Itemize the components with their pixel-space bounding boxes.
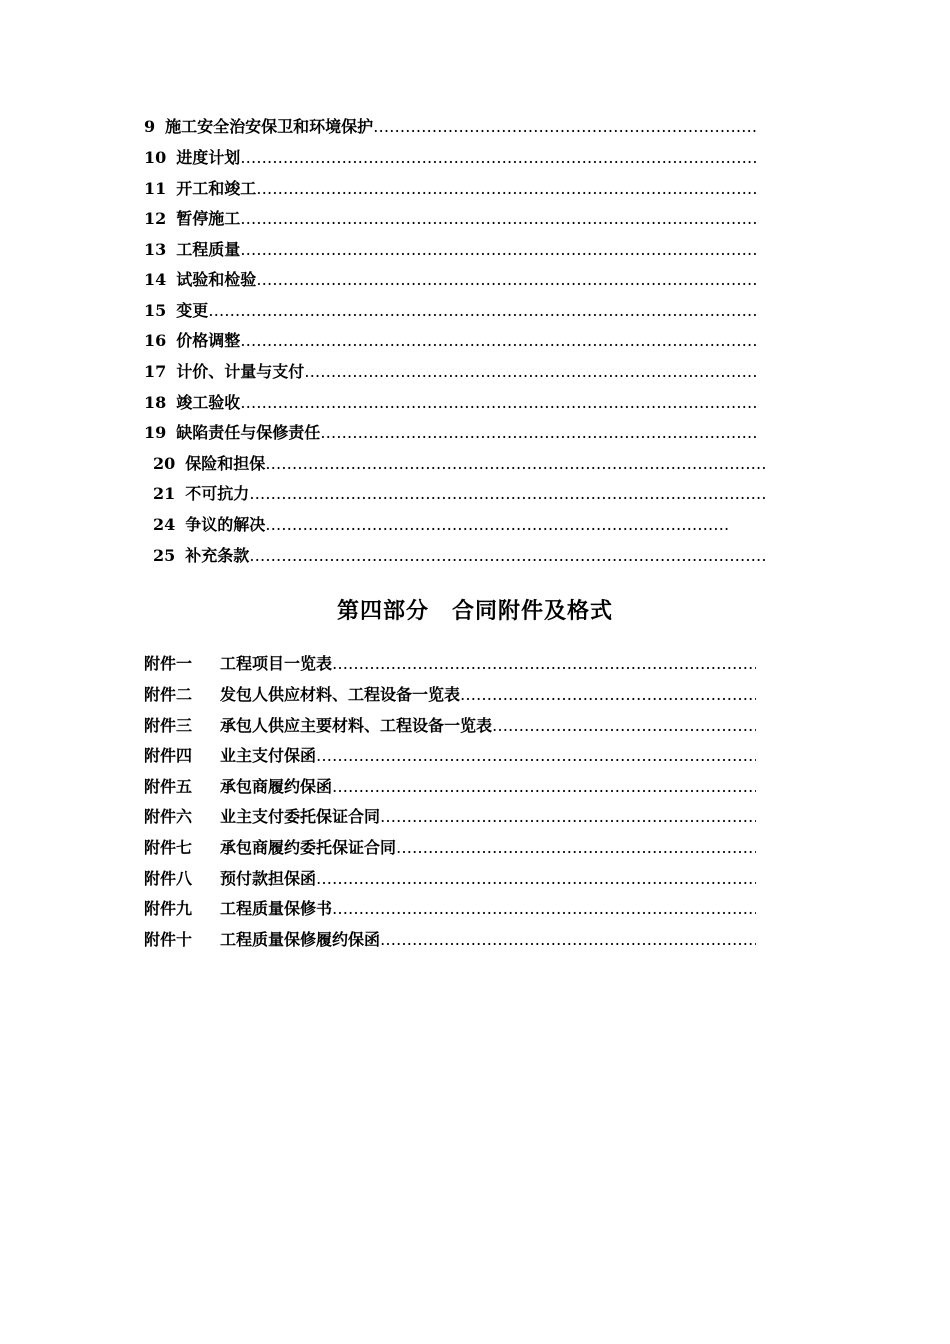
- toc-entry-number: 14: [144, 270, 167, 289]
- toc-entry-17[interactable]: [144, 361, 756, 383]
- toc-entry-number: 24: [153, 515, 176, 534]
- dot-leader: [304, 361, 756, 383]
- toc-entry-9[interactable]: [144, 116, 756, 138]
- dot-leader: [332, 653, 756, 675]
- toc-entry-title: 保险和担保: [185, 454, 266, 473]
- toc-entry-18[interactable]: [144, 392, 756, 414]
- annex-title: 承包商履约保函: [220, 777, 333, 796]
- toc-entry-number: 12: [144, 209, 167, 228]
- annex-entry-1[interactable]: [144, 653, 756, 675]
- dot-leader: [240, 330, 756, 352]
- toc-entry-10[interactable]: [144, 147, 756, 169]
- annex-entry-2[interactable]: [144, 684, 756, 706]
- annex-title: 发包人供应材料、工程设备一览表: [220, 685, 461, 704]
- dot-leader: [265, 514, 728, 536]
- toc-entry-title: 价格调整: [176, 331, 241, 350]
- annex-entry-3[interactable]: [144, 715, 756, 737]
- dot-leader: [240, 239, 756, 261]
- dot-leader: [256, 269, 756, 291]
- annex-title: 工程质量保修书: [220, 899, 333, 918]
- annex-label: 附件九: [144, 899, 193, 918]
- toc-entry-number: 21: [153, 484, 176, 503]
- annex-label: 附件二: [144, 685, 193, 704]
- annex-title: 业主支付委托保证合同: [220, 807, 381, 826]
- toc-entry-19[interactable]: [144, 422, 756, 444]
- toc-entry-number: 11: [144, 179, 167, 198]
- dot-leader: [256, 178, 756, 200]
- toc-entry-15[interactable]: [144, 300, 756, 322]
- dot-leader: [492, 715, 756, 737]
- annex-label: 附件六: [144, 807, 193, 826]
- toc-entry-16[interactable]: [144, 330, 756, 352]
- dot-leader: [240, 208, 756, 230]
- toc-entry-number: 20: [153, 454, 176, 473]
- toc-entry-title: 缺陷责任与保修责任: [176, 423, 321, 442]
- annex-title: 工程质量保修履约保函: [220, 930, 381, 949]
- dot-leader: [265, 453, 766, 475]
- toc-entry-25[interactable]: [153, 545, 766, 567]
- toc-entry-number: 17: [144, 362, 167, 381]
- annex-title: 承包商履约委托保证合同: [220, 838, 397, 857]
- toc-entry-title: 争议的解决: [185, 515, 266, 534]
- annex-entry-5[interactable]: [144, 776, 756, 798]
- dot-leader: [320, 422, 756, 444]
- annex-label: 附件一: [144, 654, 193, 673]
- toc-entry-title: 进度计划: [176, 148, 241, 167]
- annex-title: 预付款担保函: [220, 869, 317, 888]
- dot-leader: [373, 116, 756, 138]
- toc-entry-number: 18: [144, 393, 167, 412]
- annex-label: 附件八: [144, 869, 193, 888]
- toc-entry-number: 9: [144, 117, 156, 136]
- toc-entry-title: 暂停施工: [176, 209, 241, 228]
- toc-entry-12[interactable]: [144, 208, 756, 230]
- dot-leader: [332, 898, 756, 920]
- toc-entry-20[interactable]: [153, 453, 766, 475]
- dot-leader: [460, 684, 756, 706]
- dot-leader: [208, 300, 756, 322]
- annex-entry-8[interactable]: [144, 868, 756, 890]
- dot-leader: [396, 837, 756, 859]
- toc-entry-title: 不可抗力: [185, 484, 250, 503]
- annex-title: 工程项目一览表: [220, 654, 333, 673]
- annex-entry-9[interactable]: [144, 898, 756, 920]
- annex-entry-4[interactable]: [144, 745, 756, 767]
- toc-entry-11[interactable]: [144, 178, 756, 200]
- dot-leader: [316, 745, 756, 767]
- toc-entry-title: 补充条款: [185, 546, 250, 565]
- annex-title: 业主支付保函: [220, 746, 317, 765]
- toc-entry-title: 竣工验收: [176, 393, 241, 412]
- toc-entry-number: 16: [144, 331, 167, 350]
- annex-entry-10[interactable]: [144, 929, 756, 951]
- toc-entry-number: 15: [144, 301, 167, 320]
- toc-entry-title: 变更: [176, 301, 209, 320]
- toc-entry-title: 工程质量: [176, 240, 241, 259]
- toc-entry-13[interactable]: [144, 239, 756, 261]
- dot-leader: [332, 776, 756, 798]
- annex-entry-6[interactable]: [144, 806, 756, 828]
- dot-leader: [249, 545, 766, 567]
- toc-entry-title: 试验和检验: [176, 270, 257, 289]
- dot-leader: [240, 147, 756, 169]
- annex-entry-7[interactable]: [144, 837, 756, 859]
- toc-entry-number: 19: [144, 423, 167, 442]
- annex-label: 附件七: [144, 838, 193, 857]
- dot-leader: [380, 806, 756, 828]
- toc-entry-title: 施工安全治安保卫和环境保护: [165, 117, 374, 136]
- dot-leader: [249, 483, 766, 505]
- dot-leader: [240, 392, 756, 414]
- dot-leader: [380, 929, 756, 951]
- part4-heading: 第四部分 合同附件及格式: [336, 599, 613, 624]
- annex-title: 承包人供应主要材料、工程设备一览表: [220, 716, 493, 735]
- annex-label: 附件三: [144, 716, 193, 735]
- toc-entry-24[interactable]: [153, 514, 728, 536]
- toc-entry-number: 10: [144, 148, 167, 167]
- toc-entry-21[interactable]: [153, 483, 766, 505]
- toc-entry-14[interactable]: [144, 269, 756, 291]
- annex-label: 附件四: [144, 746, 193, 765]
- toc-entry-title: 计价、计量与支付: [176, 362, 305, 381]
- toc-entry-number: 25: [153, 546, 176, 565]
- toc-entry-title: 开工和竣工: [176, 179, 257, 198]
- dot-leader: [316, 868, 756, 890]
- annex-label: 附件五: [144, 777, 193, 796]
- annex-label: 附件十: [144, 930, 193, 949]
- toc-entry-number: 13: [144, 240, 167, 259]
